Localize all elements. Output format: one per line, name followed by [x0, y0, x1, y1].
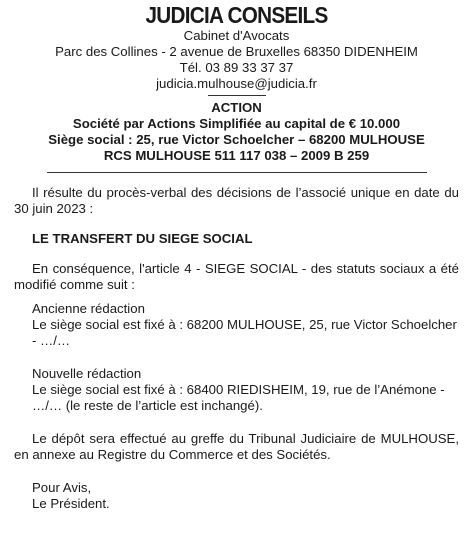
intro-paragraph: Il résulte du procès-verbal des décisions de l’associé unique en date du 30 juin 2023 :	[14, 185, 459, 216]
legal-notice	[0, 2, 473, 534]
consequence-paragraph: En conséquence, l'article 4 - SIEGE SOCIAL - des statuts sociaux a été modifié comme suit :	[14, 261, 459, 292]
new-text: Le siège social est fixé à : 68400 RIEDISHEIM, 19, rue de l’Anémone - …/… (le reste de l’article est inchangé).	[32, 382, 445, 413]
deposit-paragraph: Le dépôt sera effectué au greffe du Tribunal Judiciaire de MULHOUSE, en annexe au Registre du Commerce et des Sociétés.	[14, 431, 459, 462]
firm-email: judicia.mulhouse@judicia.fr	[156, 76, 317, 91]
company-seat: Siège social : 25, rue Victor Schoelcher – 68200 MULHOUSE	[48, 132, 425, 147]
company-block	[14, 100, 459, 164]
section-title: LE TRANSFERT DU SIEGE SOCIAL	[32, 231, 253, 246]
firm-name: JUDICIA CONSEILS	[145, 2, 328, 28]
company-rcs: RCS MULHOUSE 511 117 038 – 2009 B 259	[103, 148, 370, 163]
old-label: Ancienne rédaction	[32, 301, 145, 316]
firm-header	[14, 2, 459, 96]
company-divider	[47, 172, 427, 173]
header-divider	[208, 95, 266, 96]
old-text: Le siège social est fixé à : 68200 MULHOUSE, 25, rue Victor Schoelcher - …/…	[32, 317, 457, 348]
firm-address: Parc des Collines - 2 avenue de Bruxelles 68350 DIDENHEIM	[55, 44, 418, 59]
company-name: ACTION	[211, 100, 262, 115]
firm-type: Cabinet d'Avocats	[183, 28, 290, 43]
closing-notice: Pour Avis,	[32, 480, 92, 495]
closing-signatory: Le Président.	[32, 496, 110, 511]
new-label: Nouvelle rédaction	[32, 366, 142, 381]
company-form: Société par Actions Simplifiée au capital de € 10.000	[72, 116, 401, 131]
firm-phone: Tél. 03 89 33 37 37	[179, 60, 294, 75]
